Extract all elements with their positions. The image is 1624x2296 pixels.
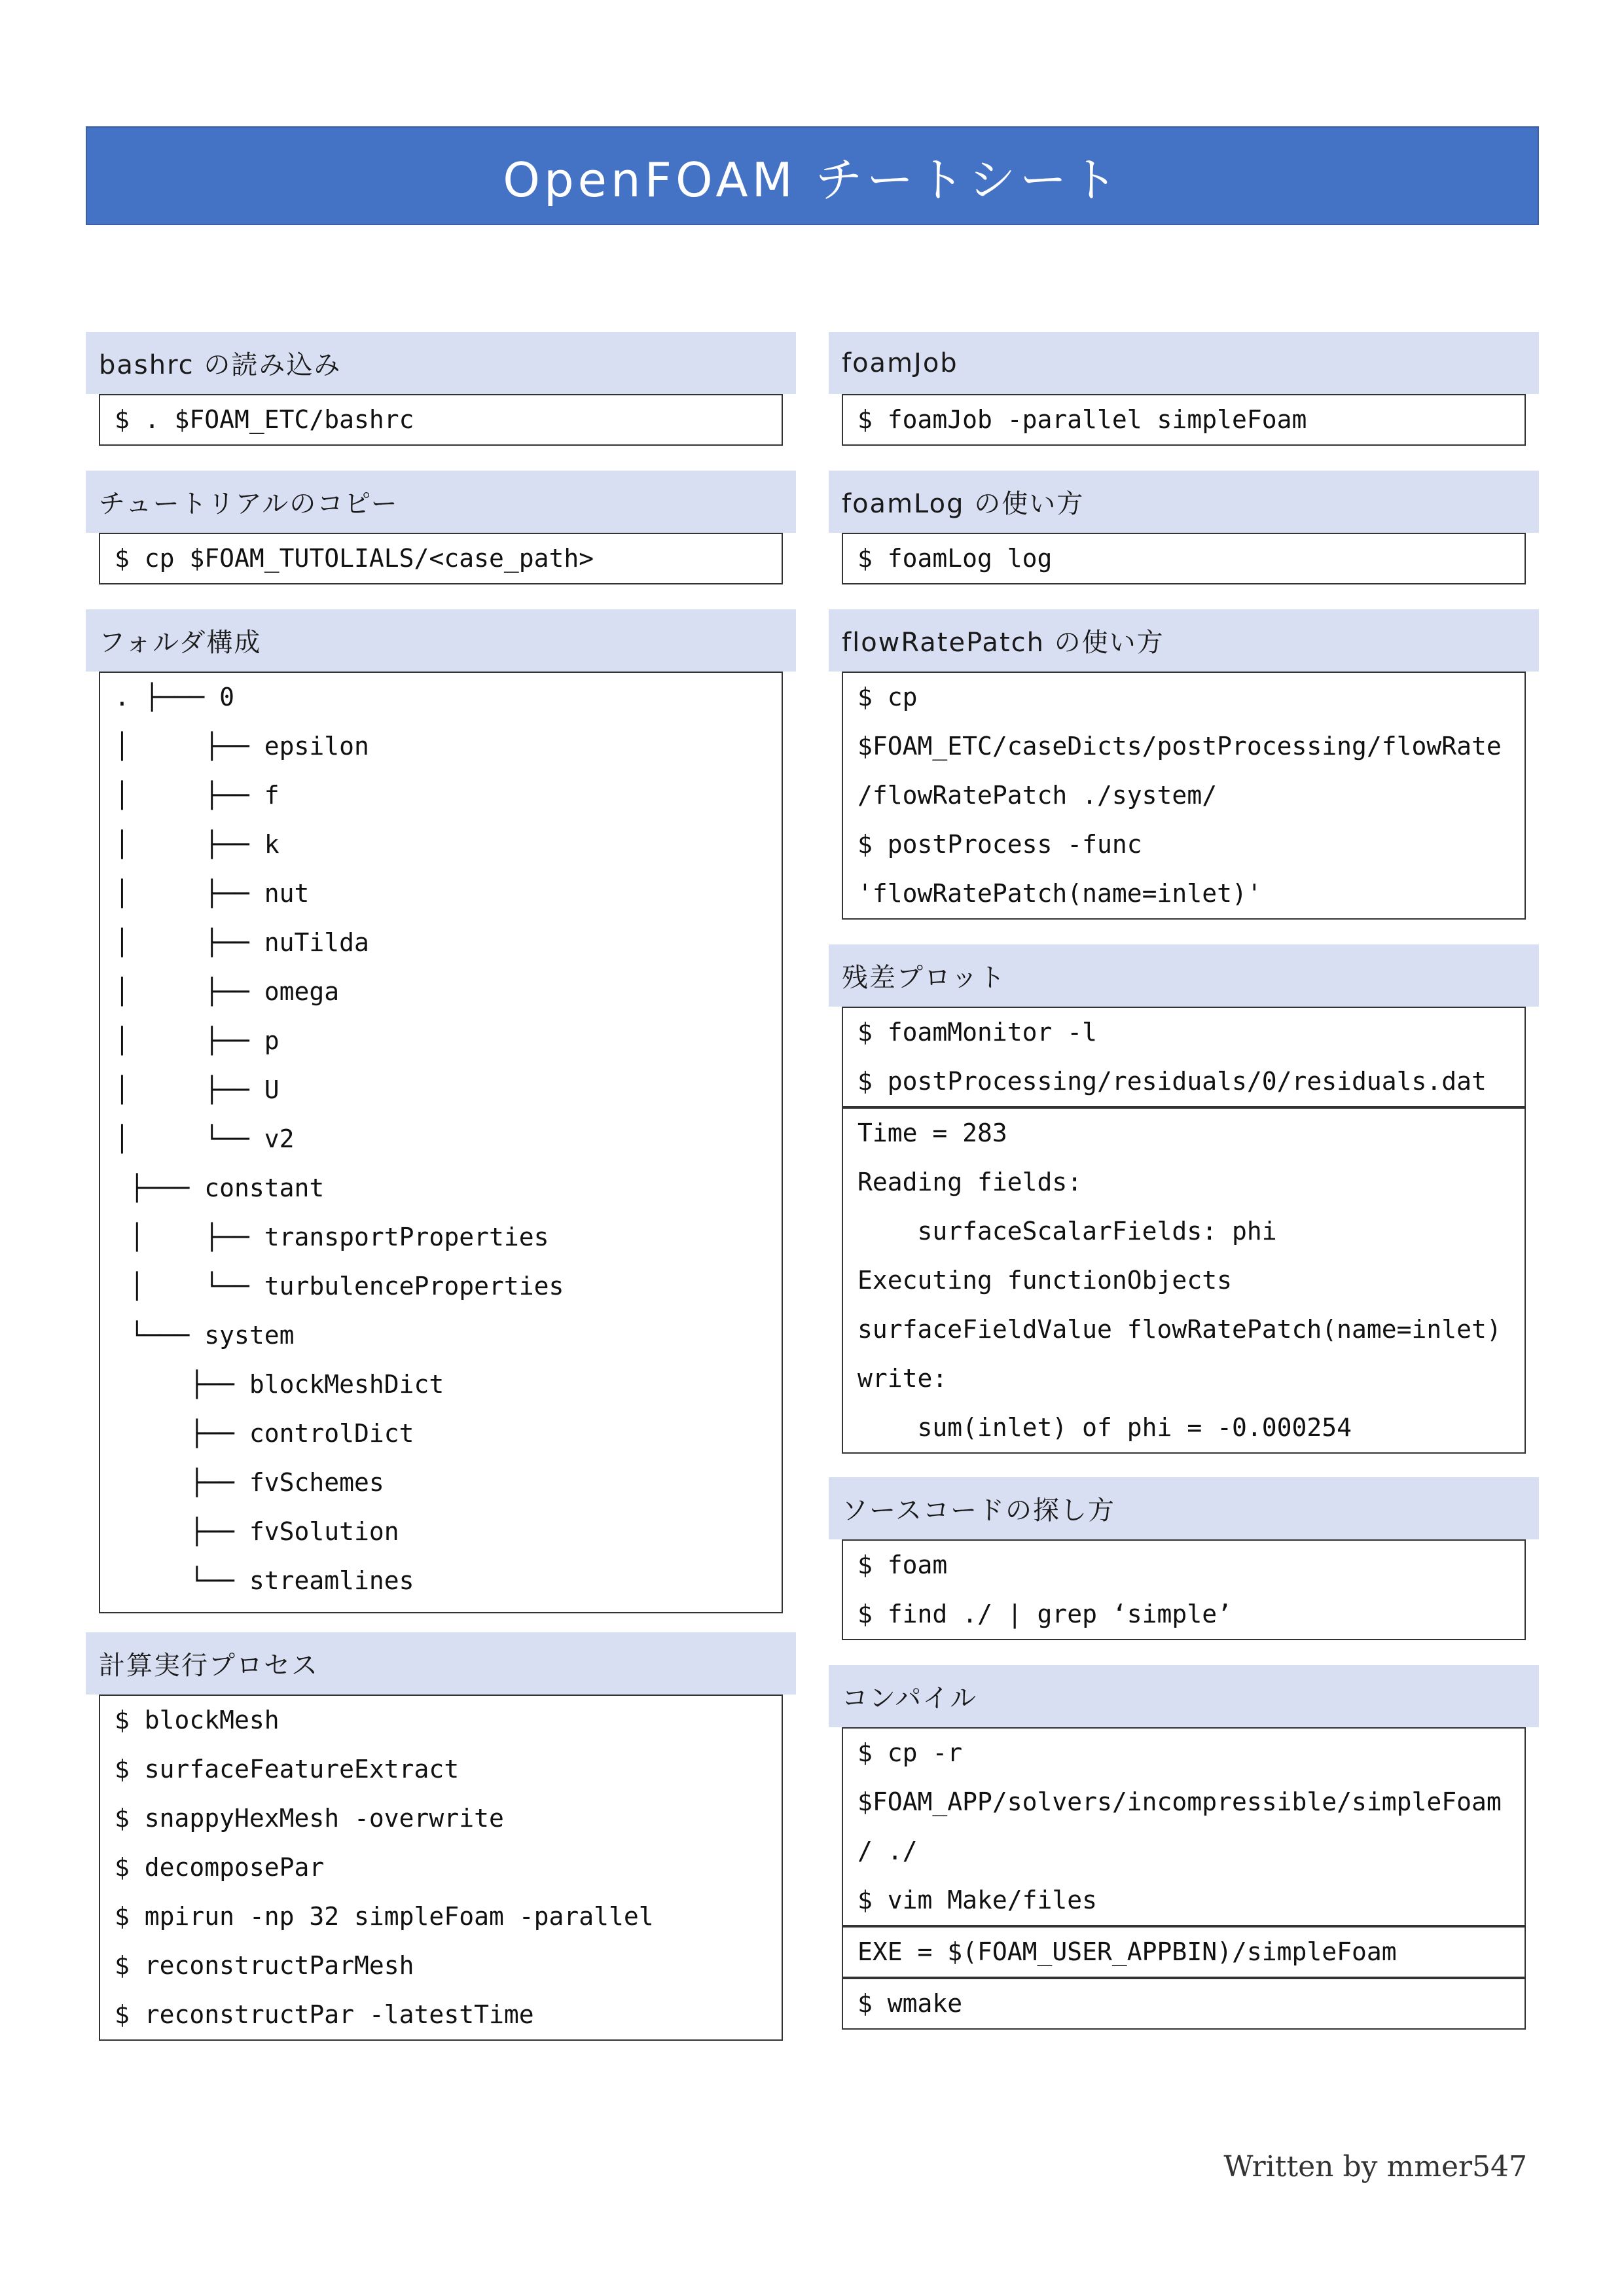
exe-box bbox=[842, 1926, 1526, 1978]
code-line: $ cp $FOAM_TUTOLIALS/<case_path> bbox=[115, 544, 594, 573]
tree-item: │ ├── U bbox=[115, 1075, 280, 1104]
tree-item: │ ├── nut bbox=[115, 879, 310, 908]
code-line: $ postProcessing/residuals/0/residuals.dat bbox=[857, 1067, 1487, 1096]
section-heading: コンパイル bbox=[829, 1665, 1539, 1727]
output-line: Time = 283 bbox=[857, 1119, 1007, 1147]
code-box bbox=[842, 533, 1526, 584]
code-line: / ./ bbox=[857, 1837, 918, 1865]
code-line: $ snappyHexMesh -overwrite bbox=[115, 1804, 504, 1833]
tree-item: . ├─── 0 bbox=[115, 683, 235, 711]
output-line: Executing functionObjects bbox=[857, 1266, 1232, 1295]
section-heading: foamLog の使い方 bbox=[829, 471, 1539, 533]
code-line: $ cp -r bbox=[857, 1738, 963, 1767]
tree-item: ├── fvSolution bbox=[115, 1517, 399, 1546]
section-foamlog bbox=[829, 471, 1539, 584]
wmake-box bbox=[842, 1978, 1526, 2030]
code-line: $ postProcess -func bbox=[857, 830, 1142, 859]
tree-item: ├── controlDict bbox=[115, 1419, 414, 1448]
section-source bbox=[829, 1477, 1539, 1640]
section-bashrc bbox=[86, 332, 796, 446]
code-line: $ blockMesh bbox=[115, 1706, 280, 1734]
output-line: sum(inlet) of phi = -0.000254 bbox=[857, 1413, 1352, 1442]
tree-item: └── streamlines bbox=[115, 1566, 414, 1595]
tree-item: │ ├── p bbox=[115, 1026, 280, 1055]
code-box bbox=[842, 1539, 1526, 1640]
command-box bbox=[842, 1727, 1526, 1926]
code-line: $ decomposePar bbox=[115, 1853, 325, 1882]
tree-item: │ ├── f bbox=[115, 781, 280, 810]
code-line: $FOAM_APP/solvers/incompressible/simpleFoam bbox=[857, 1787, 1502, 1816]
tree-item: ├─── constant bbox=[115, 1174, 325, 1202]
code-line: $ foamJob -parallel simpleFoam bbox=[857, 405, 1307, 434]
code-line: $ cp bbox=[857, 683, 918, 711]
code-line: $ mpirun -np 32 simpleFoam -parallel bbox=[115, 1902, 654, 1931]
output-line: surfaceScalarFields: phi bbox=[857, 1217, 1277, 1246]
section-heading: ソースコードの探し方 bbox=[829, 1477, 1539, 1539]
section-residual bbox=[829, 944, 1539, 1454]
code-line: $ vim Make/files bbox=[857, 1886, 1098, 1914]
code-line: 'flowRatePatch(name=inlet)' bbox=[857, 879, 1262, 908]
code-line: $ find ./ | grep ‘simple’ bbox=[857, 1600, 1232, 1628]
folder-tree bbox=[99, 672, 783, 1613]
code-line: $ wmake bbox=[857, 1989, 963, 2018]
code-line: $ foamLog log bbox=[857, 544, 1053, 573]
section-compile bbox=[829, 1665, 1539, 2030]
tree-item: │ ├── k bbox=[115, 830, 280, 859]
code-box bbox=[842, 672, 1526, 920]
section-foamjob bbox=[829, 332, 1539, 446]
code-line: EXE = $(FOAM_USER_APPBIN)/simpleFoam bbox=[857, 1937, 1397, 1966]
tree-item: │ ├── omega bbox=[115, 977, 340, 1006]
section-heading: bashrc の読み込み bbox=[86, 332, 796, 394]
code-line: $ reconstructPar -latestTime bbox=[115, 2000, 534, 2029]
section-heading: チュートリアルのコピー bbox=[86, 471, 796, 533]
tree-item: ├── fvSchemes bbox=[115, 1468, 384, 1497]
code-line: $ foamMonitor -l bbox=[857, 1018, 1098, 1047]
command-box bbox=[842, 1007, 1526, 1107]
tree-item: │ └── turbulenceProperties bbox=[115, 1272, 564, 1300]
section-heading: 計算実行プロセス bbox=[86, 1632, 796, 1695]
tree-item: └─── system bbox=[115, 1321, 295, 1350]
code-line: $ surfaceFeatureExtract bbox=[115, 1755, 460, 1784]
tree-item: │ ├── transportProperties bbox=[115, 1223, 549, 1251]
section-heading: foamJob bbox=[829, 332, 1539, 394]
section-flowrate bbox=[829, 609, 1539, 920]
output-line: Reading fields: bbox=[857, 1168, 1083, 1196]
output-line: surfaceFieldValue flowRatePatch(name=inlet) bbox=[857, 1315, 1502, 1344]
page-title: OpenFOAM チートシート bbox=[86, 126, 1539, 225]
code-box bbox=[842, 394, 1526, 446]
output-line: write: bbox=[857, 1364, 948, 1393]
tree-item: ├── blockMeshDict bbox=[115, 1370, 444, 1399]
code-line: /flowRatePatch ./system/ bbox=[857, 781, 1218, 810]
section-heading: flowRatePatch の使い方 bbox=[829, 609, 1539, 672]
output-box bbox=[842, 1107, 1526, 1454]
section-tutorial bbox=[86, 471, 796, 584]
code-line: $ foam bbox=[857, 1551, 948, 1579]
code-box bbox=[99, 533, 783, 584]
section-heading: 残差プロット bbox=[829, 944, 1539, 1007]
code-box bbox=[99, 394, 783, 446]
tree-item: │ ├── epsilon bbox=[115, 732, 369, 761]
code-line: $ reconstructParMesh bbox=[115, 1951, 414, 1980]
section-process bbox=[86, 1632, 796, 2041]
author-credit: Written by mmer547 bbox=[1223, 2150, 1527, 2183]
tree-item: │ └── v2 bbox=[115, 1124, 295, 1153]
tree-item: │ ├── nuTilda bbox=[115, 928, 369, 957]
code-box bbox=[99, 1695, 783, 2041]
code-line: $ . $FOAM_ETC/bashrc bbox=[115, 405, 414, 434]
code-line: $FOAM_ETC/caseDicts/postProcessing/flowRate bbox=[857, 732, 1502, 761]
section-heading: フォルダ構成 bbox=[86, 609, 796, 672]
section-folder bbox=[86, 609, 796, 1613]
